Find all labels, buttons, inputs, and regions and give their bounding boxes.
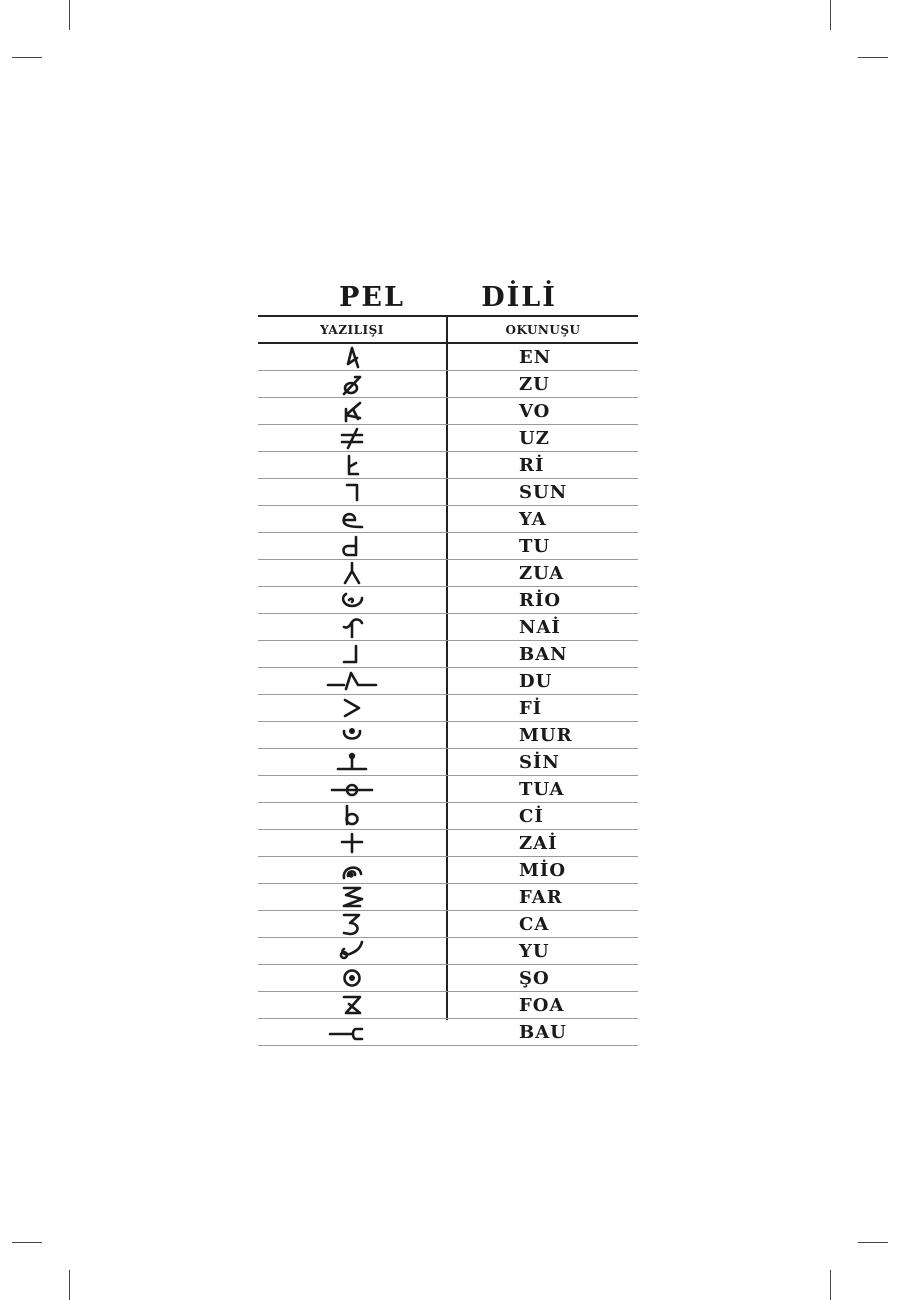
glyph-yu-icon xyxy=(322,939,382,963)
reading-label: YA xyxy=(519,509,547,530)
reading-label: UZ xyxy=(519,428,550,449)
reading-label: EN xyxy=(519,347,552,368)
table-row xyxy=(258,695,638,722)
table-row xyxy=(258,371,638,398)
glyph-fi-icon xyxy=(322,696,382,720)
header-reading: OKUNUŞU xyxy=(505,323,581,337)
crop-mark xyxy=(12,57,42,58)
table-row xyxy=(258,560,638,587)
table-row xyxy=(258,398,638,425)
crop-mark xyxy=(830,0,831,30)
reading-label: BAN xyxy=(519,644,568,665)
crop-mark xyxy=(12,1242,42,1243)
table-row xyxy=(258,533,638,560)
reading-label: SİN xyxy=(519,752,560,773)
glyph-ci-icon xyxy=(322,804,382,828)
table-row xyxy=(258,722,638,749)
glyph-zua-icon xyxy=(322,561,382,585)
crop-mark xyxy=(858,1242,888,1243)
glyph-sin-icon xyxy=(322,750,382,774)
reading-label: TU xyxy=(519,536,551,557)
reading-label: SUN xyxy=(519,482,568,503)
glyph-mur-icon xyxy=(322,723,382,747)
glyph-ban-icon xyxy=(322,642,382,666)
glyph-mio-icon xyxy=(322,858,382,882)
crop-mark xyxy=(69,0,70,30)
table-row xyxy=(258,614,638,641)
reading-label: VO xyxy=(519,401,551,422)
glyph-uz-icon xyxy=(322,426,382,450)
crop-mark xyxy=(69,1270,70,1300)
table-row xyxy=(258,884,638,911)
glyph-bau-icon xyxy=(322,1020,382,1044)
reading-label: Cİ xyxy=(519,806,544,827)
glyph-zai-icon xyxy=(322,831,382,855)
reading-label: MUR xyxy=(519,725,573,746)
glyph-foa-icon xyxy=(322,993,382,1017)
page-title: PEL DİLİ xyxy=(339,282,557,313)
reading-label: MİO xyxy=(519,860,567,881)
table-row xyxy=(258,965,638,992)
reading-label: FOA xyxy=(519,995,565,1016)
reading-label: ŞO xyxy=(519,968,550,989)
table-row xyxy=(258,425,638,452)
glyph-ca-icon xyxy=(322,912,382,936)
reading-label: BAU xyxy=(519,1022,567,1043)
table-row xyxy=(258,803,638,830)
reading-label: NAİ xyxy=(519,617,561,638)
table-row xyxy=(258,506,638,533)
reading-label: TUA xyxy=(519,779,565,800)
reading-label: RİO xyxy=(519,590,562,611)
glyph-vo-icon xyxy=(322,399,382,423)
header-writing: YAZILIŞI xyxy=(320,323,384,337)
table-row xyxy=(258,1019,638,1046)
reading-label: FAR xyxy=(519,887,563,908)
table-row xyxy=(258,938,638,965)
table-row xyxy=(258,857,638,884)
glyph-so-icon xyxy=(322,966,382,990)
alphabet-table xyxy=(258,315,638,1046)
reading-label: ZU xyxy=(519,374,550,395)
table-row xyxy=(258,749,638,776)
crop-mark xyxy=(830,1270,831,1300)
table-row xyxy=(258,830,638,857)
table-header xyxy=(258,317,638,344)
table-row xyxy=(258,992,638,1019)
glyph-sun-icon xyxy=(322,480,382,504)
glyph-nai-icon xyxy=(322,615,382,639)
table-row xyxy=(258,911,638,938)
table-row xyxy=(258,344,638,371)
glyph-du-icon xyxy=(322,669,382,693)
glyph-ya-icon xyxy=(322,507,382,531)
reading-label: ZUA xyxy=(519,563,565,584)
reading-label: CA xyxy=(519,914,550,935)
reading-label: Rİ xyxy=(519,455,545,476)
glyph-ri-icon xyxy=(322,453,382,477)
reading-label: ZAİ xyxy=(519,833,558,854)
glyph-zu-icon xyxy=(322,372,382,396)
glyph-rio-icon xyxy=(322,588,382,612)
reading-label: DU xyxy=(519,671,553,692)
table-row xyxy=(258,479,638,506)
glyph-tu-icon xyxy=(322,534,382,558)
glyph-tua-icon xyxy=(322,777,382,801)
table-row xyxy=(258,668,638,695)
glyph-far-icon xyxy=(322,885,382,909)
table-row xyxy=(258,587,638,614)
table-row xyxy=(258,776,638,803)
reading-label: YU xyxy=(519,941,550,962)
crop-mark xyxy=(858,57,888,58)
table-row xyxy=(258,452,638,479)
table-row xyxy=(258,641,638,668)
glyph-en-icon xyxy=(322,345,382,369)
reading-label: Fİ xyxy=(519,698,543,719)
